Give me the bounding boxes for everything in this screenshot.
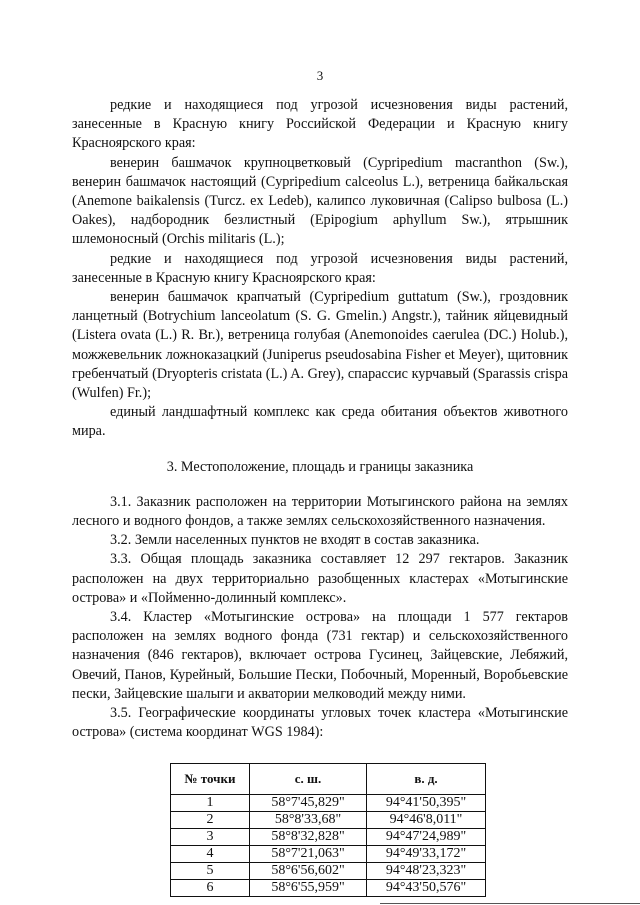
section-heading: 3. Местоположение, площадь и границы заказника <box>166 458 474 475</box>
section-paragraph-3-4: 3.4. Кластер «Мотыгинские острова» на площади 1 577 гектаров расположен на землях водного фонда (731 гектар) и сельскохозяйственного назначения (846 гектаров), включает острова Гусинец, Зайцевские, Лебяжий, Овечий, Панов, Курейный, Большие Пески, Побочный, Моренный, Воробьевские пески, Зайцевские шалыги и акватории мелководий между ними. <box>72 609 568 702</box>
table-row <box>171 828 486 845</box>
coordinates-table <box>170 763 486 897</box>
table-header-row <box>171 763 486 794</box>
cell-latitude: 58°8'33,68" <box>250 811 367 828</box>
section-paragraph-3-3: 3.3. Общая площадь заказника составляет 12 297 гектаров. Заказник расположен на двух территориально разобщенных кластерах «Мотыгинские острова» и «Пойменно-долинный комплекс». <box>72 551 568 606</box>
cell-latitude: 58°8'32,828" <box>250 828 367 845</box>
cell-point-number: 2 <box>171 811 250 828</box>
cell-longitude: 94°49'33,172" <box>367 845 486 862</box>
header-latitude: с. ш. <box>250 763 367 794</box>
paragraph-5: единый ландшафтный комплекс как среда обитания объектов животного мира. <box>72 404 568 440</box>
cell-latitude: 58°7'21,063" <box>250 845 367 862</box>
document-body <box>72 96 568 897</box>
table-row <box>171 862 486 879</box>
table-row <box>171 811 486 828</box>
section-paragraph-3-2: 3.2. Земли населенных пунктов не входят в состав заказника. <box>110 532 480 549</box>
cell-latitude: 58°6'56,602" <box>250 862 367 879</box>
header-longitude: в. д. <box>367 763 486 794</box>
cell-longitude: 94°43'50,576" <box>367 879 486 896</box>
table-row <box>171 845 486 862</box>
cell-longitude: 94°48'23,323" <box>367 862 486 879</box>
cell-point-number: 3 <box>171 828 250 845</box>
table-row <box>171 794 486 811</box>
paragraph-2: венерин башмачок крупноцветковый (Cypripedium macranthon (Sw.), венерин башмачок настоящий (Cypripedium calceolus L.), ветреница байкальская (Anemone baikalensis (Turcz. ex Ledeb), калипсо луковичная (Calipso bulbosa (L.) Oakes), надбородник безлистный (Epipogium aphyllum Sw.), ятрышник шлемоносный (Orchis militaris (L.); <box>72 154 568 248</box>
cell-point-number: 1 <box>171 794 250 811</box>
cell-longitude: 94°46'8,011" <box>367 811 486 828</box>
cell-point-number: 6 <box>171 879 250 896</box>
cell-latitude: 58°6'55,959" <box>250 879 367 896</box>
cell-longitude: 94°47'24,989" <box>367 828 486 845</box>
cell-point-number: 4 <box>171 845 250 862</box>
footer-divider <box>380 903 640 904</box>
paragraph-1: редкие и находящиеся под угрозой исчезновения виды растений, занесенные в Красную книгу Российской Федерации и Красную книгу Красноярского края: <box>72 97 568 152</box>
section-paragraph-3-1: 3.1. Заказник расположен на территории Мотыгинского района на землях лесного и водного фондов, а также землях сельскохозяйственного назначения. <box>72 493 568 530</box>
table-row <box>171 879 486 896</box>
cell-latitude: 58°7'45,829" <box>250 794 367 811</box>
cell-longitude: 94°41'50,395" <box>367 794 486 811</box>
cell-point-number: 5 <box>171 862 250 879</box>
paragraph-4: венерин башмачок крапчатый (Cypripedium guttatum (Sw.), гроздовник ланцетный (Botrychium lanceolatum (S. G. Gmelin.) Angstr.), тайник яйцевидный (Listera ovata (L.) R. Br.), ветреница голубая (Anemonoides caerulea (DC.) Holub.), можжевельник ложноказацкий (Juniperus pseudosabina Fisher et Meyer), щитовник гребенчатый (Dryopteris cristata (L.) A. Grey), спарассис курчавый (Sparassis crispa (Wulfen) Fr.); <box>72 289 568 402</box>
header-point-number: № точки <box>171 763 250 794</box>
section-paragraph-3-5: 3.5. Географические координаты угловых точек кластера «Мотыгинские острова» (система координат WGS 1984): <box>72 705 568 741</box>
paragraph-3: редкие и находящиеся под угрозой исчезновения виды растений, занесенные в Красную книгу Красноярского края: <box>72 250 568 286</box>
page-number: 3 <box>316 68 324 83</box>
